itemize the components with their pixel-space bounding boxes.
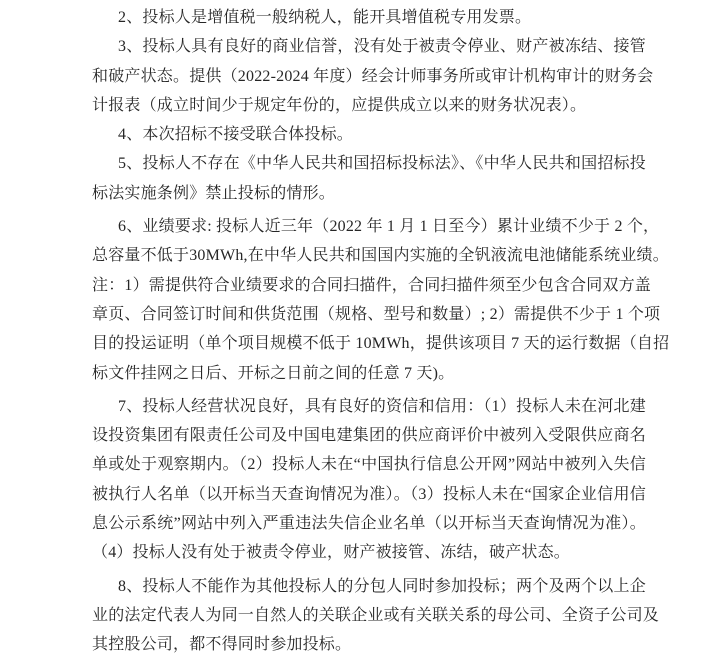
paragraph-clause-4 [92, 120, 646, 149]
text-line: 单或处于观察期内。（2）投标人未在“中国执行信息公开网”网站中被列入失信 [92, 456, 646, 474]
text-line: 5、投标人不存在《中华人民共和国招标投标法》、《中华人民共和国招标投 [118, 155, 646, 173]
text-line: 其控股公司，都不得同时参加投标。 [92, 636, 352, 654]
text-line: 注：1）需提供符合业绩要求的合同扫描件，合同扫描件须至少包含合同双方盖 [92, 276, 652, 294]
paragraph-clause-8 [92, 572, 660, 660]
text-line: 息公示系统”网站中列入严重违法失信企业名单（以开标当天查询情况为准）。 [92, 515, 646, 533]
text-line: 7、投标人经营状况良好，具有良好的资信和信用：（1）投标人未在河北建 [118, 397, 646, 415]
text-line: （4）投标人没有处于被责令停业，财产被接管、冻结，破产状态。 [92, 544, 571, 562]
text-line: 设投资集团有限责任公司及中国电建集团的供应商评价中被列入受限供应商名 [92, 427, 646, 445]
text-line: 6、业绩要求: 投标人近三年（2022 年 1 月 1 日至今）累计业绩不少于 2 个， [118, 218, 660, 236]
text-line: 3、投标人具有良好的商业信誉，没有处于被责令停业、财产被冻结、接管 [118, 38, 646, 56]
text-line: 2、投标人是增值税一般纳税人，能开具增值税专用发票。 [118, 9, 532, 26]
text-line: 标文件挂网之日后、开标之日前之间的任意 7 天)。 [92, 364, 455, 382]
text-line: 目的投运证明（单个项目规模不低于 10MWh，提供该项目 7 天的运行数据（自招 [92, 335, 670, 353]
paragraph-clause-5 [92, 149, 646, 208]
paragraph-clause-3 [92, 32, 654, 120]
text-line: 章页、合同签订时间和供货范围（规格、型号和数量）; 2）需提供不少于 1 个项 [92, 305, 661, 323]
text-line: 和破产状态。提供（2022-2024 年度）经会计师事务所或审计机构审计的财务会 [92, 67, 654, 85]
text-line: 总容量不低于30MWh,在中华人民共和国国内实施的全钒液流电池储能系统业绩。 [92, 247, 669, 265]
text-line: 8、投标人不能作为其他投标人的分包人同时参加投标；两个及两个以上企 [118, 577, 646, 595]
text-line: 被执行人名单（以开标当天查询情况为准）。（3）投标人未在“国家企业信用信 [92, 485, 646, 503]
text-line: 标法实施条例》禁止投标的情形。 [92, 184, 336, 202]
paragraph-clause-2 [92, 3, 646, 32]
paragraph-clause-7 [92, 392, 646, 568]
text-line: 业的法定代表人为同一自然人的关联企业或有关联关系的母公司、全资子公司及 [92, 606, 660, 624]
text-line: 4、本次招标不接受联合体投标。 [118, 126, 354, 144]
paragraph-clause-6 [92, 212, 670, 388]
text-line: 计报表（成立时间少于规定年份的，应提供成立以来的财务状况表）。 [92, 96, 587, 114]
